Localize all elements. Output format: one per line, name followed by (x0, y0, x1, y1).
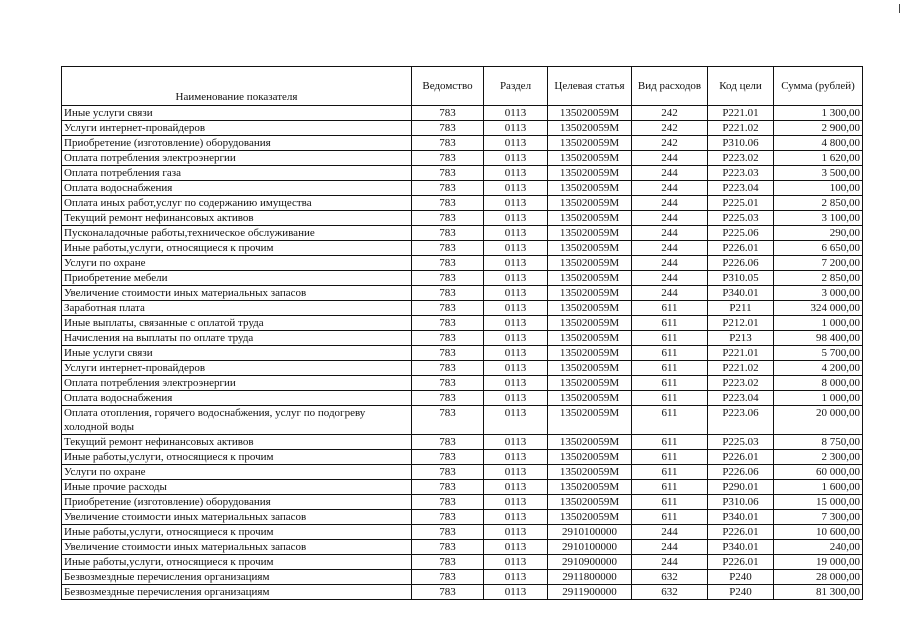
cell-dept: 783 (412, 570, 484, 585)
cell-name: Оплата водоснабжения (62, 181, 412, 196)
header-sum: Сумма (рублей) (774, 67, 863, 106)
cell-code: Р290.01 (708, 480, 774, 495)
cell-article: 135020059М (548, 226, 632, 241)
cell-sum: 19 000,00 (774, 555, 863, 570)
cell-article: 135020059М (548, 301, 632, 316)
cell-kind: 611 (632, 391, 708, 406)
cell-name: Начисления на выплаты по оплате труда (62, 331, 412, 346)
cell-name: Оплата потребления электроэнергии (62, 151, 412, 166)
cell-section: 0113 (484, 121, 548, 136)
cell-name: Пусконаладочные работы,техническое обслуживание (62, 226, 412, 241)
cell-section: 0113 (484, 376, 548, 391)
cell-article: 2911900000 (548, 585, 632, 600)
cell-sum: 2 300,00 (774, 450, 863, 465)
cell-code: Р221.02 (708, 121, 774, 136)
cell-dept: 783 (412, 510, 484, 525)
cell-kind: 611 (632, 450, 708, 465)
table-row (62, 331, 863, 346)
cell-section: 0113 (484, 106, 548, 121)
cell-dept: 783 (412, 211, 484, 226)
cell-article: 2910100000 (548, 525, 632, 540)
table-row (62, 286, 863, 301)
cell-name: Оплата отопления, горячего водоснабжения, услуг по подогреву холодной воды (62, 406, 412, 435)
cell-kind: 611 (632, 406, 708, 435)
cell-kind: 244 (632, 166, 708, 181)
cell-sum: 4 800,00 (774, 136, 863, 151)
cell-article: 135020059М (548, 391, 632, 406)
cell-kind: 244 (632, 271, 708, 286)
cell-section: 0113 (484, 555, 548, 570)
table-row (62, 450, 863, 465)
table-row (62, 376, 863, 391)
cell-code: Р221.02 (708, 361, 774, 376)
cell-name: Оплата потребления газа (62, 166, 412, 181)
cell-name: Иные работы,услуги, относящиеся к прочим (62, 450, 412, 465)
cell-sum: 7 300,00 (774, 510, 863, 525)
table-row (62, 510, 863, 525)
cell-kind: 611 (632, 361, 708, 376)
cell-sum: 10 600,00 (774, 525, 863, 540)
cell-name: Текущий ремонт нефинансовых активов (62, 211, 412, 226)
cell-section: 0113 (484, 271, 548, 286)
cell-kind: 244 (632, 286, 708, 301)
cell-section: 0113 (484, 166, 548, 181)
cell-section: 0113 (484, 301, 548, 316)
cell-section: 0113 (484, 465, 548, 480)
cell-dept: 783 (412, 540, 484, 555)
cell-article: 135020059М (548, 256, 632, 271)
cell-dept: 783 (412, 555, 484, 570)
cell-article: 135020059М (548, 196, 632, 211)
cell-article: 135020059М (548, 181, 632, 196)
table-row (62, 480, 863, 495)
cell-section: 0113 (484, 406, 548, 435)
table-body (62, 106, 863, 600)
cell-dept: 783 (412, 226, 484, 241)
table-row (62, 316, 863, 331)
cell-section: 0113 (484, 525, 548, 540)
cell-name: Иные работы,услуги, относящиеся к прочим (62, 525, 412, 540)
cell-article: 135020059М (548, 241, 632, 256)
header-kind: Вид расходов (632, 67, 708, 106)
table-row (62, 540, 863, 555)
budget-table (61, 66, 863, 600)
cell-name: Приобретение мебели (62, 271, 412, 286)
cell-name: Приобретение (изготовление) оборудования (62, 495, 412, 510)
cell-kind: 244 (632, 256, 708, 271)
cell-kind: 244 (632, 151, 708, 166)
cell-article: 135020059М (548, 106, 632, 121)
cell-article: 135020059М (548, 166, 632, 181)
cell-dept: 783 (412, 106, 484, 121)
table-row (62, 106, 863, 121)
cell-article: 135020059М (548, 435, 632, 450)
cell-name: Оплата иных работ,услуг по содержанию имущества (62, 196, 412, 211)
cell-name: Увеличение стоимости иных материальных запасов (62, 286, 412, 301)
table-row (62, 391, 863, 406)
cell-kind: 611 (632, 331, 708, 346)
cell-name: Иные работы,услуги, относящиеся к прочим (62, 555, 412, 570)
cell-code: Р223.02 (708, 151, 774, 166)
cell-article: 2910100000 (548, 540, 632, 555)
table-row (62, 271, 863, 286)
cell-kind: 244 (632, 181, 708, 196)
cell-kind: 632 (632, 570, 708, 585)
cell-code: Р221.01 (708, 346, 774, 361)
cell-dept: 783 (412, 480, 484, 495)
cell-code: Р223.03 (708, 166, 774, 181)
cell-name: Увеличение стоимости иных материальных запасов (62, 510, 412, 525)
cell-section: 0113 (484, 331, 548, 346)
table-row (62, 361, 863, 376)
page-edge-mark (899, 4, 900, 13)
cell-kind: 244 (632, 525, 708, 540)
cell-section: 0113 (484, 211, 548, 226)
cell-code: Р310.05 (708, 271, 774, 286)
cell-sum: 3 100,00 (774, 211, 863, 226)
cell-section: 0113 (484, 181, 548, 196)
cell-kind: 611 (632, 376, 708, 391)
cell-code: Р225.03 (708, 435, 774, 450)
header-dept: Ведомство (412, 67, 484, 106)
cell-section: 0113 (484, 136, 548, 151)
cell-sum: 1 000,00 (774, 391, 863, 406)
cell-sum: 28 000,00 (774, 570, 863, 585)
cell-section: 0113 (484, 510, 548, 525)
table-row (62, 211, 863, 226)
cell-sum: 98 400,00 (774, 331, 863, 346)
cell-name: Услуги интернет-провайдеров (62, 121, 412, 136)
table-row (62, 196, 863, 211)
table-row (62, 181, 863, 196)
table-row (62, 495, 863, 510)
table-row (62, 241, 863, 256)
cell-kind: 244 (632, 226, 708, 241)
cell-name: Услуги по охране (62, 256, 412, 271)
cell-kind: 611 (632, 510, 708, 525)
table-row (62, 136, 863, 151)
cell-name: Иные работы,услуги, относящиеся к прочим (62, 241, 412, 256)
cell-dept: 783 (412, 361, 484, 376)
cell-dept: 783 (412, 256, 484, 271)
cell-article: 135020059М (548, 331, 632, 346)
cell-code: Р226.01 (708, 241, 774, 256)
cell-dept: 783 (412, 121, 484, 136)
table-row (62, 570, 863, 585)
cell-name: Иные прочие расходы (62, 480, 412, 495)
cell-dept: 783 (412, 301, 484, 316)
cell-code: Р225.01 (708, 196, 774, 211)
cell-kind: 244 (632, 540, 708, 555)
table-row (62, 525, 863, 540)
cell-sum: 290,00 (774, 226, 863, 241)
cell-sum: 2 850,00 (774, 196, 863, 211)
cell-code: Р223.04 (708, 391, 774, 406)
cell-kind: 244 (632, 241, 708, 256)
header-article: Целевая статья (548, 67, 632, 106)
cell-code: Р226.06 (708, 465, 774, 480)
header-name: Наименование показателя (62, 67, 412, 106)
table-row (62, 346, 863, 361)
cell-sum: 4 200,00 (774, 361, 863, 376)
cell-dept: 783 (412, 196, 484, 211)
cell-code: Р340.01 (708, 540, 774, 555)
cell-dept: 783 (412, 525, 484, 540)
cell-kind: 611 (632, 346, 708, 361)
cell-code: Р226.01 (708, 450, 774, 465)
cell-section: 0113 (484, 226, 548, 241)
cell-article: 135020059М (548, 510, 632, 525)
cell-sum: 3 500,00 (774, 166, 863, 181)
table-row (62, 435, 863, 450)
cell-code: Р223.06 (708, 406, 774, 435)
cell-code: Р310.06 (708, 136, 774, 151)
cell-sum: 8 000,00 (774, 376, 863, 391)
cell-article: 135020059М (548, 361, 632, 376)
cell-name: Услуги по охране (62, 465, 412, 480)
cell-dept: 783 (412, 286, 484, 301)
cell-kind: 632 (632, 585, 708, 600)
cell-section: 0113 (484, 480, 548, 495)
cell-kind: 244 (632, 196, 708, 211)
cell-article: 2911800000 (548, 570, 632, 585)
cell-article: 135020059М (548, 151, 632, 166)
cell-dept: 783 (412, 391, 484, 406)
header-code: Код цели (708, 67, 774, 106)
cell-article: 135020059М (548, 271, 632, 286)
cell-article: 135020059М (548, 376, 632, 391)
cell-section: 0113 (484, 346, 548, 361)
cell-section: 0113 (484, 286, 548, 301)
cell-kind: 611 (632, 301, 708, 316)
cell-sum: 240,00 (774, 540, 863, 555)
cell-sum: 1 000,00 (774, 316, 863, 331)
cell-name: Иные выплаты, связанные с оплатой труда (62, 316, 412, 331)
cell-sum: 2 850,00 (774, 271, 863, 286)
cell-section: 0113 (484, 391, 548, 406)
table-row (62, 585, 863, 600)
cell-kind: 242 (632, 136, 708, 151)
cell-kind: 242 (632, 106, 708, 121)
cell-sum: 100,00 (774, 181, 863, 196)
cell-kind: 611 (632, 495, 708, 510)
cell-sum: 324 000,00 (774, 301, 863, 316)
cell-dept: 783 (412, 241, 484, 256)
cell-section: 0113 (484, 540, 548, 555)
cell-code: Р225.03 (708, 211, 774, 226)
cell-name: Заработная плата (62, 301, 412, 316)
cell-code: Р223.02 (708, 376, 774, 391)
cell-kind: 242 (632, 121, 708, 136)
cell-sum: 1 620,00 (774, 151, 863, 166)
cell-article: 135020059М (548, 211, 632, 226)
cell-sum: 2 900,00 (774, 121, 863, 136)
cell-name: Оплата водоснабжения (62, 391, 412, 406)
cell-kind: 244 (632, 211, 708, 226)
cell-dept: 783 (412, 316, 484, 331)
cell-article: 135020059М (548, 406, 632, 435)
cell-section: 0113 (484, 151, 548, 166)
cell-dept: 783 (412, 435, 484, 450)
cell-code: Р213 (708, 331, 774, 346)
cell-dept: 783 (412, 495, 484, 510)
cell-section: 0113 (484, 316, 548, 331)
cell-kind: 611 (632, 435, 708, 450)
cell-sum: 6 650,00 (774, 241, 863, 256)
cell-dept: 783 (412, 346, 484, 361)
cell-code: Р310.06 (708, 495, 774, 510)
cell-code: Р226.06 (708, 256, 774, 271)
cell-name: Безвозмездные перечисления организациям (62, 585, 412, 600)
cell-section: 0113 (484, 196, 548, 211)
cell-sum: 15 000,00 (774, 495, 863, 510)
cell-sum: 60 000,00 (774, 465, 863, 480)
table-row (62, 301, 863, 316)
cell-code: Р223.04 (708, 181, 774, 196)
table-row (62, 226, 863, 241)
cell-article: 135020059М (548, 495, 632, 510)
cell-dept: 783 (412, 376, 484, 391)
cell-name: Приобретение (изготовление) оборудования (62, 136, 412, 151)
header-section: Раздел (484, 67, 548, 106)
cell-article: 135020059М (548, 450, 632, 465)
cell-name: Увеличение стоимости иных материальных запасов (62, 540, 412, 555)
table-header-row (62, 67, 863, 106)
cell-article: 135020059М (548, 316, 632, 331)
cell-code: Р226.01 (708, 525, 774, 540)
cell-dept: 783 (412, 465, 484, 480)
table-row (62, 121, 863, 136)
cell-sum: 1 600,00 (774, 480, 863, 495)
cell-code: Р340.01 (708, 286, 774, 301)
cell-section: 0113 (484, 450, 548, 465)
cell-sum: 3 000,00 (774, 286, 863, 301)
cell-name: Иные услуги связи (62, 346, 412, 361)
cell-code: Р211 (708, 301, 774, 316)
cell-article: 135020059М (548, 121, 632, 136)
cell-sum: 1 300,00 (774, 106, 863, 121)
cell-article: 135020059М (548, 480, 632, 495)
cell-name: Иные услуги связи (62, 106, 412, 121)
cell-code: Р221.01 (708, 106, 774, 121)
cell-code: Р240 (708, 570, 774, 585)
cell-dept: 783 (412, 181, 484, 196)
cell-name: Текущий ремонт нефинансовых активов (62, 435, 412, 450)
cell-section: 0113 (484, 361, 548, 376)
cell-dept: 783 (412, 136, 484, 151)
table-row (62, 555, 863, 570)
cell-kind: 611 (632, 465, 708, 480)
cell-article: 135020059М (548, 346, 632, 361)
cell-code: Р212.01 (708, 316, 774, 331)
cell-sum: 8 750,00 (774, 435, 863, 450)
cell-name: Безвозмездные перечисления организациям (62, 570, 412, 585)
cell-name: Услуги интернет-провайдеров (62, 361, 412, 376)
cell-sum: 7 200,00 (774, 256, 863, 271)
cell-dept: 783 (412, 585, 484, 600)
cell-kind: 611 (632, 480, 708, 495)
cell-code: Р240 (708, 585, 774, 600)
cell-dept: 783 (412, 166, 484, 181)
cell-code: Р225.06 (708, 226, 774, 241)
table-row (62, 151, 863, 166)
cell-article: 135020059М (548, 136, 632, 151)
cell-code: Р340.01 (708, 510, 774, 525)
cell-name: Оплата потребления электроэнергии (62, 376, 412, 391)
table-row (62, 166, 863, 181)
cell-kind: 244 (632, 555, 708, 570)
cell-section: 0113 (484, 435, 548, 450)
cell-dept: 783 (412, 450, 484, 465)
cell-dept: 783 (412, 406, 484, 435)
cell-section: 0113 (484, 495, 548, 510)
cell-section: 0113 (484, 256, 548, 271)
cell-section: 0113 (484, 585, 548, 600)
cell-sum: 5 700,00 (774, 346, 863, 361)
cell-section: 0113 (484, 241, 548, 256)
cell-code: Р226.01 (708, 555, 774, 570)
cell-dept: 783 (412, 151, 484, 166)
cell-kind: 611 (632, 316, 708, 331)
table-row (62, 406, 863, 435)
cell-article: 2910900000 (548, 555, 632, 570)
cell-sum: 20 000,00 (774, 406, 863, 435)
cell-section: 0113 (484, 570, 548, 585)
cell-article: 135020059М (548, 286, 632, 301)
cell-dept: 783 (412, 271, 484, 286)
table-row (62, 465, 863, 480)
cell-article: 135020059М (548, 465, 632, 480)
cell-sum: 81 300,00 (774, 585, 863, 600)
cell-dept: 783 (412, 331, 484, 346)
table-row (62, 256, 863, 271)
